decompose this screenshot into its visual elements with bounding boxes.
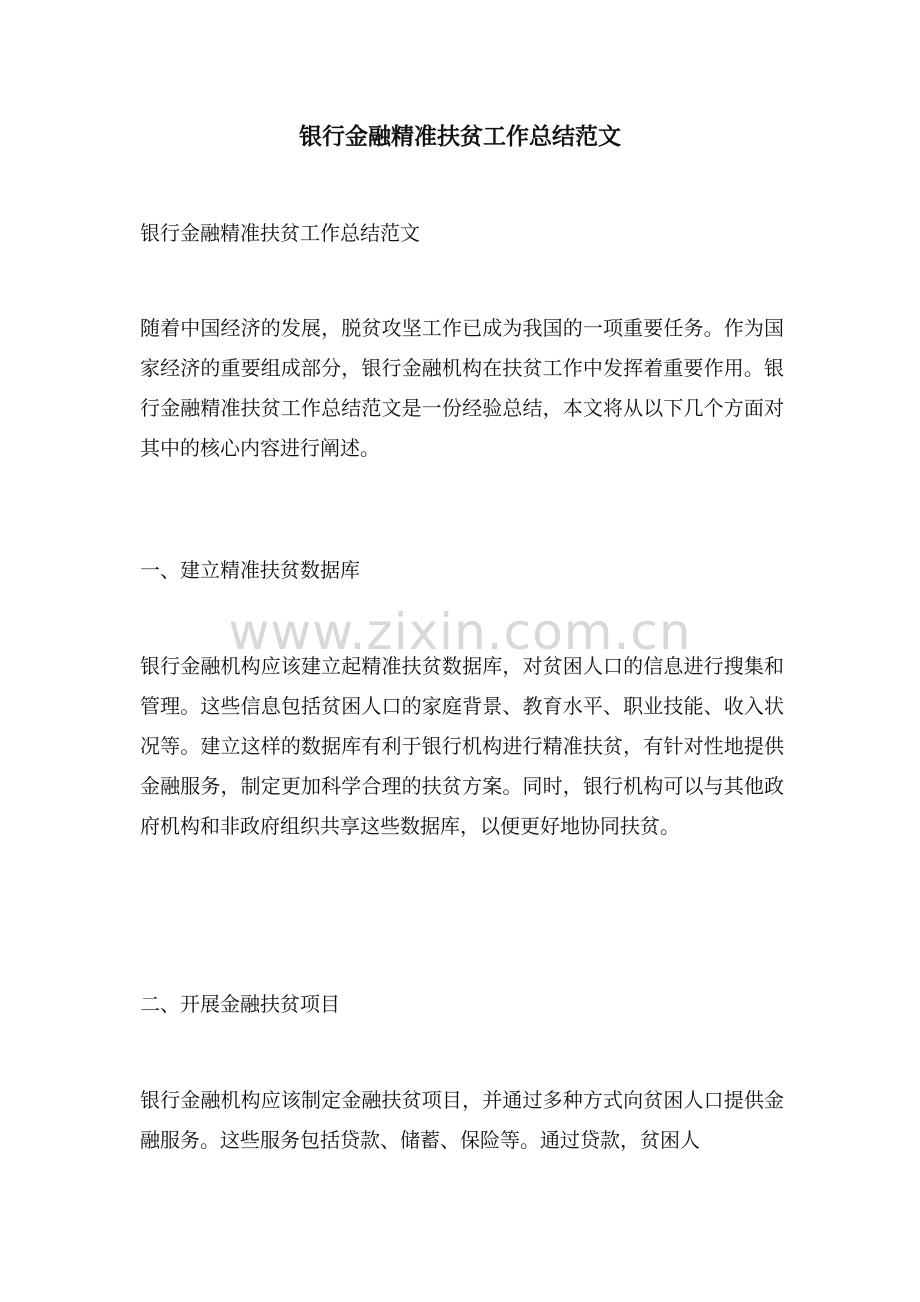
section-2-body: 银行金融机构应该制定金融扶贫项目，并通过多种方式向贫困人口提供金融服务。这些服务包括贷款、储蓄、保险等。通过贷款，贫困人 [140,1088,784,1152]
document-subtitle: 银行金融精准扶贫工作总结范文 [140,221,420,245]
section-2-heading: 二、开展金融扶贫项目 [140,992,340,1016]
intro-paragraph: 随着中国经济的发展，脱贫攻坚工作已成为我国的一项重要任务。作为国家经济的重要组成部分，银行金融机构在扶贫工作中发挥着重要作用。银行金融精准扶贫工作总结范文是一份经验总结，本文将从以下几个方面对其中的核心内容进行阐述。 [140,316,784,460]
watermark: www.zixin.com.cn [228,603,692,661]
section-1-body: 银行金融机构应该建立起精准扶贫数据库，对贫困人口的信息进行搜集和管理。这些信息包括贫困人口的家庭背景、教育水平、职业技能、收入状况等。建立这样的数据库有利于银行机构进行精准扶贫，有针对性地提供金融服务，制定更加科学合理的扶贫方案。同时，银行机构可以与其他政府机构和非政府组织共享这些数据库，以便更好地协同扶贫。 [140,654,784,838]
section-1-heading: 一、建立精准扶贫数据库 [140,558,360,582]
document-title: 银行金融精准扶贫工作总结范文 [299,123,621,150]
